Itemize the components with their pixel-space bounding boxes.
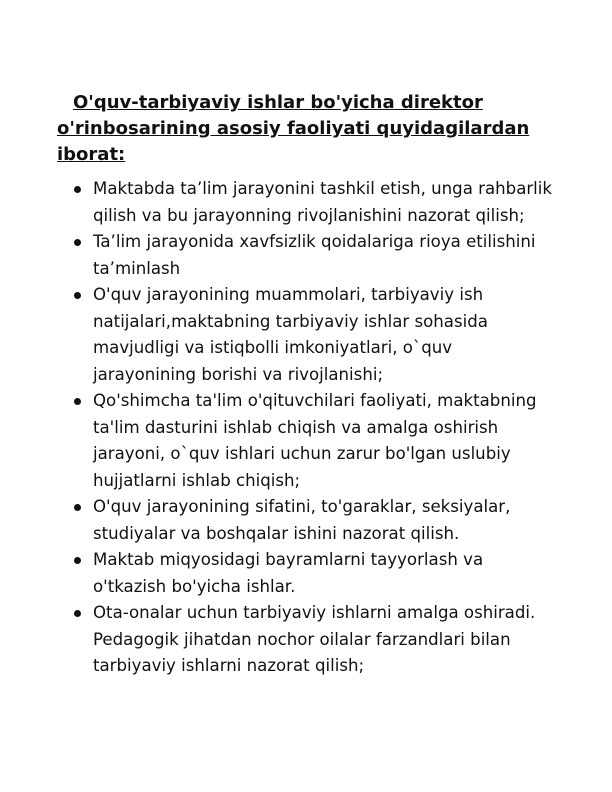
list-item-text: O'quv jarayonining muammolari, tarbiyaviy ish natijalari,maktabning tarbiyaviy ishlar sohasida mavjudligi va istiqbolli imkoniyatlari, o`quv jarayonining borishi va rivojlanishi; <box>93 285 488 384</box>
list-item <box>72 229 560 282</box>
bullet-icon <box>74 239 81 246</box>
list-item <box>72 176 560 229</box>
bullet-icon <box>74 398 81 405</box>
bullet-icon <box>74 504 81 511</box>
list-item-text: Maktab miqyosidagi bayramlarni tayyorlash va o'tkazish bo'yicha ishlar. <box>93 550 484 596</box>
bullet-icon <box>74 292 81 299</box>
list-item <box>72 388 560 494</box>
list-item-text: O'quv jarayonining sifatini, to'garaklar, seksiyalar, studiyalar va boshqalar ishini nazorat qilish. <box>93 497 511 543</box>
section-heading: O'quv-tarbiyaviy ishlar bo'yicha direktor o'rinbosarining asosiy faoliyati quyidagilardan iborat: <box>57 92 530 165</box>
list-item <box>72 600 560 680</box>
list-item <box>72 494 560 547</box>
duties-list <box>72 176 560 680</box>
list-item <box>72 547 560 600</box>
bullet-icon <box>74 557 81 564</box>
list-item <box>72 282 560 388</box>
list-item-text: Maktabda ta’lim jarayonini tashkil etish, unga rahbarlik qilish va bu jarayonning rivojlanishini nazorat qilish; <box>93 179 553 225</box>
list-item-text: Qo'shimcha ta'lim o'qituvchilari faoliyati, maktabning ta'lim dasturini ishlab chiqish va amalga oshirish jarayoni, o`quv ishlari uchun zarur bo'lgan uslubiy hujjatlarni ishlab chiqish; <box>93 391 537 490</box>
list-item-text: Ota-onalar uchun tarbiyaviy ishlarni amalga oshiradi. Pedagogik jihatdan nochor oilalar farzandlari bilan tarbiyaviy ishlarni nazorat qilish; <box>93 603 536 675</box>
bullet-icon <box>74 610 81 617</box>
bullet-icon <box>74 186 81 193</box>
list-item-text: Ta’lim jarayonida xavfsizlik qoidalariga rioya etilishini ta’minlash <box>93 232 536 278</box>
